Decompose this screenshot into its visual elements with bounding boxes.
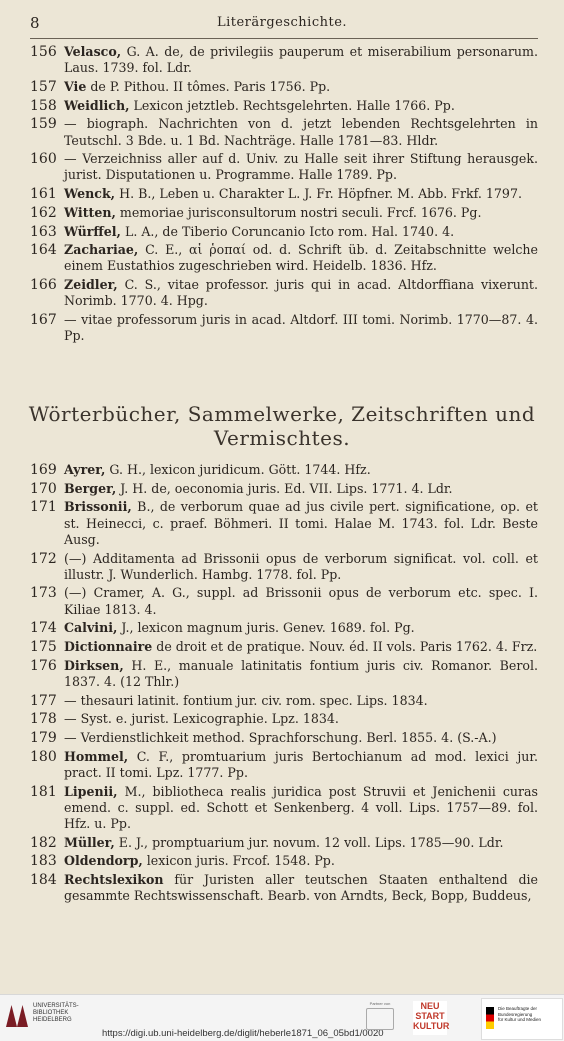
- entry-author: Ayrer,: [64, 462, 106, 477]
- entry-number: 163: [30, 223, 57, 240]
- entry-author: Weidlich,: [64, 97, 130, 113]
- catalog-entry: [0, 242, 564, 274]
- entry-number: 180: [30, 748, 57, 765]
- entry-text: — biograph. Nachrichten von d. jetzt lebenden Rechtsgelehrten in Teutschl. 3 Bde. u. 1 Bd. Nachträge. Halle 1781—83. Hldr.: [64, 116, 538, 148]
- entry-number: 178: [30, 711, 57, 728]
- logo-text-line: BIBLIOTHEK: [33, 1010, 69, 1016]
- entry-text: G. H., lexicon juridicum. Gött. 1744. Hfz.: [105, 462, 371, 477]
- logo-text-line: für Kultur und Medien: [498, 1017, 542, 1022]
- section-heading-line2: Vermischtes.: [213, 426, 351, 450]
- catalog-entry: [0, 277, 564, 309]
- catalog-entry: [0, 186, 564, 202]
- viewer-footer: [0, 994, 564, 1041]
- catalog-entry: [0, 224, 564, 240]
- entry-text: B., de verborum quae ad jus civile pert. significatione, op. et st. Heinecci, c. praef. Böhmeri. II tomi. Halae M. 1743. fol. Ldr. Beste Ausg.: [64, 499, 538, 547]
- entry-number: 181: [30, 783, 57, 800]
- entry-number: 175: [30, 639, 57, 656]
- entry-number: 172: [30, 550, 57, 567]
- catalog-entry: [0, 730, 564, 746]
- catalog-entry: [0, 658, 564, 690]
- entry-number: 176: [30, 657, 57, 674]
- logo-text-line: UNIVERSITÄTS-: [33, 1003, 79, 1009]
- entry-author: Wenck,: [64, 186, 116, 202]
- logo-text-line: NEU: [420, 1001, 440, 1011]
- entry-author: Dirksen,: [64, 657, 124, 673]
- partner-badge-icon: [366, 1008, 394, 1030]
- logo-text-line: START: [415, 1011, 445, 1021]
- entry-author: Müller,: [64, 834, 115, 850]
- entry-text: G. A. de, de privilegiis pauperum et miserabilium personarum. Laus. 1739. fol. Ldr.: [64, 44, 538, 76]
- bkm-logo[interactable]: [481, 998, 563, 1040]
- entry-text: — Syst. e. jurist. Lexicographie. Lpz. 1834.: [64, 711, 339, 727]
- catalog-entry: [0, 749, 564, 781]
- entry-number: 156: [30, 44, 57, 60]
- entry-number: 182: [30, 834, 57, 851]
- entry-author: Hommel,: [64, 748, 129, 764]
- section-heading: [0, 402, 564, 450]
- entry-text: H. E., manuale latinitatis fontium juris civ. Romanor. Berol. 1837. 4. (12 Thlr.): [64, 657, 538, 689]
- entry-text: für Juristen aller teutschen Staaten enthaltend die gesammte Rechtswissenschaft. Bearb. von Arndts, Beck, Bopp, Buddeus,: [64, 872, 538, 904]
- catalog-entry: [0, 551, 564, 583]
- entry-text: — Verzeichniss aller auf d. Univ. zu Halle seit ihrer Stiftung herausgek. jurist. Disputationen u. Programme. Halle 1789. Pp.: [64, 151, 538, 183]
- entry-author: Oldendorp,: [64, 853, 143, 869]
- entry-text: J., lexicon magnum juris. Genev. 1689. fol. Pg.: [117, 620, 415, 636]
- entry-author: Lipenii,: [64, 783, 118, 799]
- bkm-logo-text: [498, 1006, 562, 1023]
- header-rule: [30, 38, 538, 39]
- entry-number: 184: [30, 872, 57, 889]
- entry-text: de P. Pithou. II tômes. Paris 1756. Pp.: [86, 78, 331, 94]
- federal-eagle-icon: [486, 1007, 494, 1029]
- entry-number: 161: [30, 186, 57, 203]
- entry-text: de droit et de pratique. Nouv. éd. II vols. Paris 1762. 4. Frz.: [152, 639, 538, 655]
- entry-number: 179: [30, 730, 57, 747]
- entry-text: L. A., de Tiberio Coruncanio Icto rom. Hal. 1740. 4.: [120, 223, 455, 239]
- catalog-entry: [0, 693, 564, 709]
- section-heading-line1: Wörterbücher, Sammelwerke, Zeitschriften und: [28, 402, 536, 426]
- entry-number: 166: [30, 277, 57, 294]
- entry-text: C. S., vitae professor. juris qui in acad. Altdorffiana vixerunt. Norimb. 1770. 4. Hpg.: [64, 277, 538, 309]
- running-title: Literärgeschichte.: [216, 15, 348, 30]
- entry-text: C. F., promtuarium juris Bertochianum ad mod. lexici jur. pract. II tomi. Lpz. 1777. Pp.: [64, 748, 538, 780]
- entry-author: Berger,: [64, 480, 117, 496]
- entry-number: 158: [30, 97, 57, 114]
- entry-number: 157: [30, 78, 57, 95]
- entry-number: 162: [30, 204, 57, 221]
- partner-label: Partner von: [369, 1001, 391, 1006]
- entry-author: Brissonii,: [64, 499, 132, 515]
- entry-text: — vitae professorum juris in acad. Altdorf. III tomi. Norimb. 1770—87. 4. Pp.: [64, 312, 538, 344]
- catalog-entry: [0, 44, 564, 76]
- entry-author: Calvini,: [64, 620, 118, 636]
- logo-text-line: KULTUR: [413, 1021, 450, 1031]
- catalog-entry: [0, 151, 564, 183]
- logo-text-line: Die Beauftragte der Bundesregierung: [498, 1006, 538, 1017]
- entry-author: Rechtslexikon: [64, 872, 164, 888]
- entry-text: lexicon juris. Frcof. 1548. Pp.: [142, 853, 335, 869]
- entry-author: Zeidler,: [64, 277, 118, 293]
- catalog-entry: [0, 711, 564, 727]
- catalog-entry: [0, 462, 564, 478]
- catalog-entry: [0, 79, 564, 95]
- catalog-entry: [0, 585, 564, 617]
- entry-number: 177: [30, 692, 57, 709]
- entry-number: 170: [30, 480, 57, 497]
- catalog-entry: [0, 639, 564, 655]
- entry-text: memoriae jurisconsultorum nostri seculi. Frcf. 1676. Pg.: [115, 204, 482, 220]
- entry-author: Vie: [64, 78, 87, 94]
- catalog-entry: [0, 872, 564, 904]
- entry-number: 159: [30, 116, 57, 133]
- entry-text: E. J., promptuarium jur. novum. 12 voll. Lips. 1785—90. Ldr.: [114, 834, 504, 850]
- catalog-entry: [0, 620, 564, 636]
- catalog-entry: [0, 205, 564, 221]
- entry-number: 173: [30, 585, 57, 602]
- catalog-entry: [0, 853, 564, 869]
- catalog-entry: [0, 312, 564, 344]
- entry-list-bottom: [0, 462, 564, 907]
- university-library-logo[interactable]: [6, 1003, 116, 1033]
- entry-author: Witten,: [64, 204, 116, 220]
- entry-list-top: [0, 44, 564, 347]
- catalog-entry: [0, 116, 564, 148]
- entry-text: Lexicon jetztleb. Rechtsgelehrten. Halle 1766. Pp.: [129, 97, 455, 113]
- entry-number: 167: [30, 312, 57, 329]
- source-url[interactable]: https://digi.ub.uni-heidelberg.de/diglit/heberle1871_06_05bd1/0020: [102, 1028, 384, 1039]
- entry-author: Dictionnaire: [64, 639, 153, 655]
- catalog-entry: [0, 784, 564, 833]
- entry-number: 174: [30, 620, 57, 637]
- catalog-entry: [0, 481, 564, 497]
- entry-text: C. E., αἱ ῥοπαί od. d. Schrift üb. d. Zeitabschnitte welche einem Eustathios zugeschrieben wird. Heidelb. 1836. Hfz.: [64, 242, 538, 274]
- entry-author: Zachariae,: [64, 242, 139, 258]
- ub-logo-text: [33, 1003, 79, 1024]
- catalog-entry: [0, 835, 564, 851]
- entry-text: (—) Additamenta ad Brissonii opus de verborum significat. vol. coll. et illustr. J. Wunderlich. Hambg. 1778. fol. Pp.: [64, 550, 538, 582]
- page-number: 8: [30, 14, 40, 32]
- neustart-kultur-logo[interactable]: [413, 1001, 450, 1035]
- entry-text: M., bibliotheca realis juridica post Struvii et Jenichenii curas emend. c. suppl. ed. Schott et Senkenberg. 4 voll. Lips. 1757—89. fol. Hfz. u. Pp.: [64, 783, 538, 832]
- page-header: [0, 12, 564, 32]
- entry-text: H. B., Leben u. Charakter L. J. Fr. Höpfner. M. Abb. Frkf. 1797.: [115, 186, 522, 202]
- logo-text-line: HEIDELBERG: [33, 1017, 72, 1023]
- entry-text: J. H. de, oeconomia juris. Ed. VII. Lips. 1771. 4. Ldr.: [116, 480, 453, 496]
- entry-number: 160: [30, 151, 57, 168]
- ub-heidelberg-icon: [6, 1005, 28, 1027]
- entry-author: Velasco,: [64, 44, 122, 59]
- entry-text: (—) Cramer, A. G., suppl. ad Brissonii opus de verborum etc. spec. I. Kiliae 1813. 4.: [64, 585, 538, 617]
- entry-number: 169: [30, 462, 57, 478]
- entry-number: 183: [30, 853, 57, 870]
- catalog-entry: [0, 98, 564, 114]
- entry-text: — Verdienstlichkeit method. Sprachforschung. Berl. 1855. 4. (S.-A.): [64, 730, 497, 746]
- partner-logo[interactable]: [364, 1001, 396, 1033]
- entry-text: — thesauri latinit. fontium jur. civ. rom. spec. Lips. 1834.: [64, 692, 428, 708]
- entry-number: 171: [30, 499, 57, 516]
- entry-author: Würffel,: [64, 223, 121, 239]
- entry-number: 164: [30, 242, 57, 259]
- catalog-entry: [0, 499, 564, 548]
